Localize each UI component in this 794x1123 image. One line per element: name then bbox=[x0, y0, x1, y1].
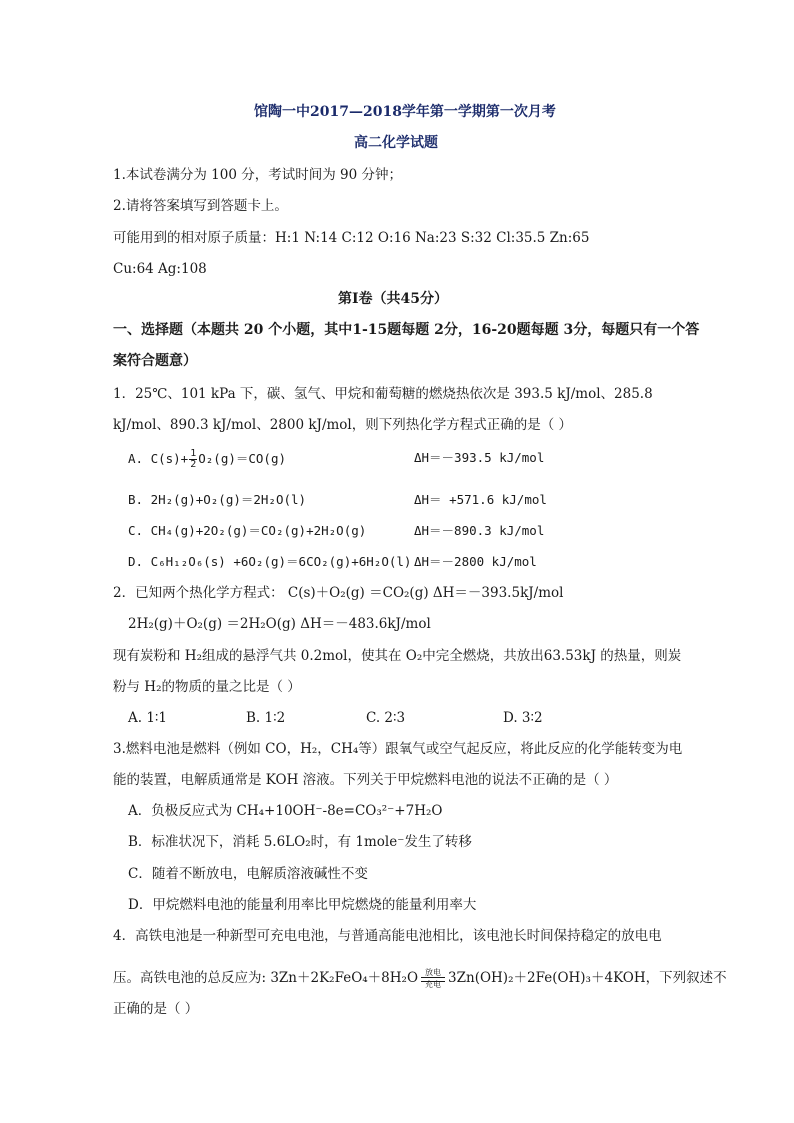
section-intro-line-2: 案符合题意） bbox=[113, 353, 197, 369]
q2-stem-line-2: 2H₂(g)＋O₂(g) ＝2H₂O(g) ΔH＝－483.6kJ/mol bbox=[128, 616, 431, 632]
q4-stem-line-2 bbox=[113, 969, 727, 988]
q1-stem-line-2: kJ/mol、890.3 kJ/mol、2800 kJ/mol，则下列热化学方程式正确的是（ ） bbox=[113, 417, 573, 433]
q2-stem-line-4: 粉与 H₂的物质的量之比是（ ） bbox=[113, 679, 301, 695]
q1-option-d: D. C₆H₁₂O₆(s) +6O₂(g)＝6CO₂(g)+6H₂O(l) bbox=[128, 554, 412, 569]
one-half-fraction bbox=[189, 449, 197, 470]
q1-option-a-suffix: O₂(g)＝CO(g) bbox=[198, 451, 287, 466]
reversible-reaction-arrow bbox=[420, 967, 446, 989]
note-answer-card: 2.请将答案填写到答题卡上。 bbox=[113, 198, 288, 214]
q2-option-a: A. 1∶1 bbox=[128, 710, 168, 726]
q3-option-a: A．负极反应式为 CH₄+10OH⁻-8e=CO₃²⁻+7H₂O bbox=[128, 803, 443, 819]
q1-option-c-enthalpy: ΔH＝－890.3 kJ/mol bbox=[414, 523, 545, 538]
arrow-label-charge: 充电 bbox=[425, 979, 442, 989]
q4-stem-line-3: 正确的是（ ） bbox=[113, 1001, 199, 1017]
q4-stem-line-1: 4．高铁电池是一种新型可充电电池，与普通高能电池相比，该电池长时间保持稳定的放电电 bbox=[113, 928, 662, 944]
exam-subtitle: 高二化学试题 bbox=[354, 135, 438, 151]
section-heading: 第Ⅰ卷（共45分） bbox=[338, 291, 449, 307]
q2-option-d: D. 3∶2 bbox=[503, 710, 543, 726]
q2-stem-line-3: 现有炭粉和 H₂组成的悬浮气共 0.2mol，使其在 O₂中完全燃烧，共放出63.53kJ 的热量，则炭 bbox=[113, 648, 682, 664]
section-intro-line-1: 一、选择题（本题共 20 个小题，其中1-15题每题 2分，16-20题每题 3分，每题只有一个答 bbox=[113, 322, 700, 338]
q3-option-b: B．标准状况下，消耗 5.6LO₂时，有 1mole⁻发生了转移 bbox=[128, 834, 472, 850]
q3-option-c: C．随着不断放电，电解质溶液碱性不变 bbox=[128, 866, 368, 882]
fraction-denominator: 2 bbox=[190, 459, 197, 470]
q4-reaction-reactants: 压。高铁电池的总反应为: 3Zn＋2K₂FeO₄＋8H₂O bbox=[113, 970, 419, 986]
q2-option-c: C. 2∶3 bbox=[366, 710, 406, 726]
q1-option-a-prefix: A. C(s)+ bbox=[128, 451, 189, 466]
q2-option-b: B. 1∶2 bbox=[246, 710, 286, 726]
q1-stem-line-1: 1．25℃、101 kPa 下，碳、氢气、甲烷和葡萄糖的燃烧热依次是 393.5 kJ/mol、285.8 bbox=[113, 386, 653, 402]
arrow-label-discharge: 放电 bbox=[425, 967, 442, 977]
note-score-time: 1.本试卷满分为 100 分，考试时间为 90 分钟； bbox=[113, 167, 402, 183]
q1-option-a bbox=[128, 449, 286, 470]
fraction-numerator: 1 bbox=[190, 448, 197, 459]
q3-stem-line-1: 3.燃料电池是燃料（例如 CO，H₂，CH₄等）跟氧气或空气起反应，将此反应的化学能转变为电 bbox=[113, 741, 683, 757]
q2-stem-line-1: 2．已知两个热化学方程式： C(s)＋O₂(g) ＝CO₂(g) ΔH＝－393.5kJ/mol bbox=[113, 585, 564, 601]
q1-option-b-enthalpy: ΔH＝ +571.6 kJ/mol bbox=[414, 492, 547, 507]
q1-option-b: B. 2H₂(g)+O₂(g)＝2H₂O(l) bbox=[128, 492, 307, 507]
q1-option-c: C. CH₄(g)+2O₂(g)＝CO₂(g)+2H₂O(g) bbox=[128, 523, 367, 538]
atomic-masses-line-1: 可能用到的相对原子质量：H:1 N:14 C:12 O:16 Na:23 S:32 Cl:35.5 Zn:65 bbox=[113, 230, 590, 246]
atomic-masses-line-2: Cu:64 Ag:108 bbox=[113, 261, 207, 277]
q3-stem-line-2: 能的装置，电解质通常是 KOH 溶液。下列关于甲烷燃料电池的说法不正确的是（ ） bbox=[113, 772, 618, 788]
q1-option-d-enthalpy: ΔH＝－2800 kJ/mol bbox=[414, 554, 537, 569]
exam-title: 馆陶一中2017—2018学年第一学期第一次月考 bbox=[254, 104, 556, 120]
q3-option-d: D．甲烷燃料电池的能量利用率比甲烷燃烧的能量利用率大 bbox=[128, 897, 477, 913]
q4-reaction-products: 3Zn(OH)₂＋2Fe(OH)₃＋4KOH，下列叙述不 bbox=[448, 970, 727, 986]
q1-option-a-enthalpy: ΔH＝－393.5 kJ/mol bbox=[414, 450, 545, 465]
